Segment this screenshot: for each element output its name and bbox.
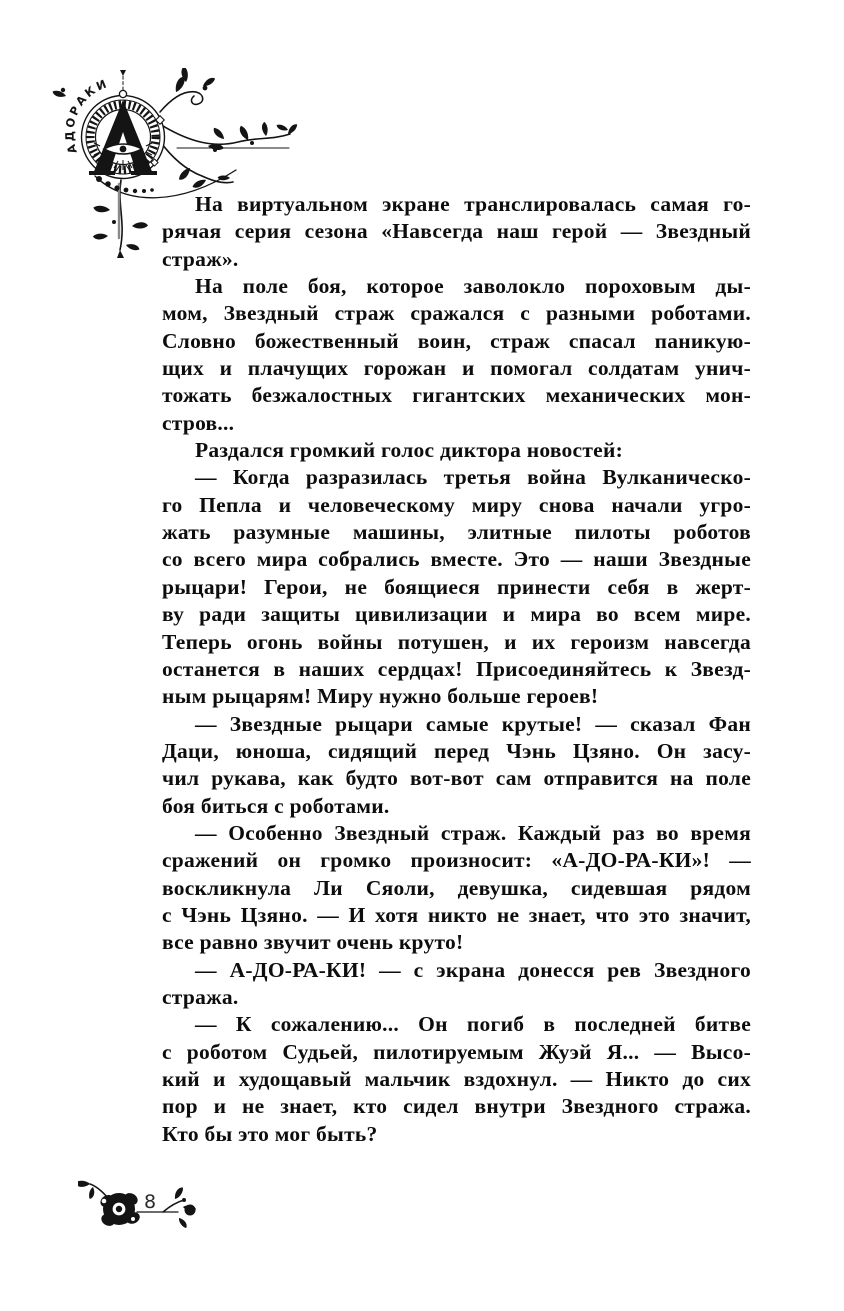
text-line: все равно звучит очень круто! xyxy=(162,930,464,955)
text-line: рячая серия сезона «Навсегда наш герой — Звездный xyxy=(162,219,751,244)
text-block xyxy=(162,191,751,1148)
paragraph xyxy=(162,191,751,273)
text-line: — Звездные рыцари самые крутые! — сказал Фан xyxy=(195,711,751,736)
text-line: — А-ДО-РА-КИ! — с экрана донесся рев Звездного xyxy=(195,957,751,982)
text-line: стража. xyxy=(162,984,239,1009)
paragraph xyxy=(162,464,751,710)
text-line: останется в наших сердцах! Присоединяйтесь к Звезд- xyxy=(162,656,751,681)
text-line: с роботом Судьей, пилотируемым Жуэй Я... — Высо- xyxy=(162,1039,751,1064)
text-line: жать разумные машины, элитные пилоты роботов xyxy=(162,520,751,545)
text-line: с Чэнь Цзяно. — И хотя никто не знает, что это значит, xyxy=(162,902,751,927)
emblem-badge xyxy=(62,76,164,193)
text-line: Раздался громкий голос диктора новостей: xyxy=(195,438,624,463)
text-line: со всего мира собрались вместе. Это — наши Звездные xyxy=(162,547,751,572)
text-line: Словно божественный воин, страж спасал паникую- xyxy=(162,328,751,353)
text-line: го Пепла и человеческому миру снова начали угро- xyxy=(162,492,751,517)
text-line: Теперь огонь войны потушен, и их героизм навсегда xyxy=(162,629,751,654)
text-line: На виртуальном экране транслировалась самая го- xyxy=(195,192,751,216)
footer-ornament-svg xyxy=(78,1178,208,1250)
text-line: пор и не знает, кто сидел внутри Звездного стража. xyxy=(162,1094,751,1119)
paragraph xyxy=(162,273,751,437)
paragraph xyxy=(162,437,751,464)
footer-leaves xyxy=(78,1178,197,1230)
text-line: страж». xyxy=(162,246,239,271)
footer-ornament xyxy=(78,1178,208,1250)
text-line: — Когда разразилась третья война Вулканическо- xyxy=(195,465,751,490)
paragraph xyxy=(162,711,751,820)
paragraph xyxy=(162,957,751,1012)
text-line: тожать безжалостных гигантских механических мон- xyxy=(162,383,751,408)
text-line: воскликнула Ли Сяоли, девушка, сидевшая рядом xyxy=(162,875,751,900)
text-line: кий и худощавый мальчик вздохнул. — Никто до сих xyxy=(162,1067,751,1091)
text-line: — К сожалению... Он погиб в последней битве xyxy=(195,1012,751,1037)
paragraph xyxy=(162,820,751,957)
text-line: ву ради защиты цивилизации и мира во всем мире. xyxy=(162,602,751,627)
text-line: мом, Звездный страж сражался с разными роботами. xyxy=(162,301,751,326)
paragraph xyxy=(162,1011,751,1148)
text-line: стров... xyxy=(162,410,235,435)
text-line: Кто бы это мог быть? xyxy=(162,1121,378,1146)
text-line: На поле боя, которое заволокло пороховым ды- xyxy=(195,274,751,299)
text-line: рыцари! Герои, не боящиеся принести себя в жерт- xyxy=(162,574,751,599)
text-line: щих и плачущих горожан и помогал солдатам унич- xyxy=(162,356,751,381)
page-number: 8 xyxy=(143,1191,157,1213)
emblem-brand-text: АДОРАКИ xyxy=(62,75,111,156)
text-line: — Особенно Звездный страж. Каждый раз во время xyxy=(195,820,751,845)
text-line: боя биться с роботами. xyxy=(162,793,390,818)
text-line: Даци, юноша, сидящий перед Чэнь Цзяно. Он засу- xyxy=(162,738,751,763)
text-line: сражений он громко произносит: «А-ДО-РА-КИ»! — xyxy=(162,848,751,873)
text-line: чил рукава, как будто вот-вот сам отправится на поле xyxy=(162,766,751,791)
text-line: ным рыцарям! Миру нужно больше героев! xyxy=(162,684,599,709)
